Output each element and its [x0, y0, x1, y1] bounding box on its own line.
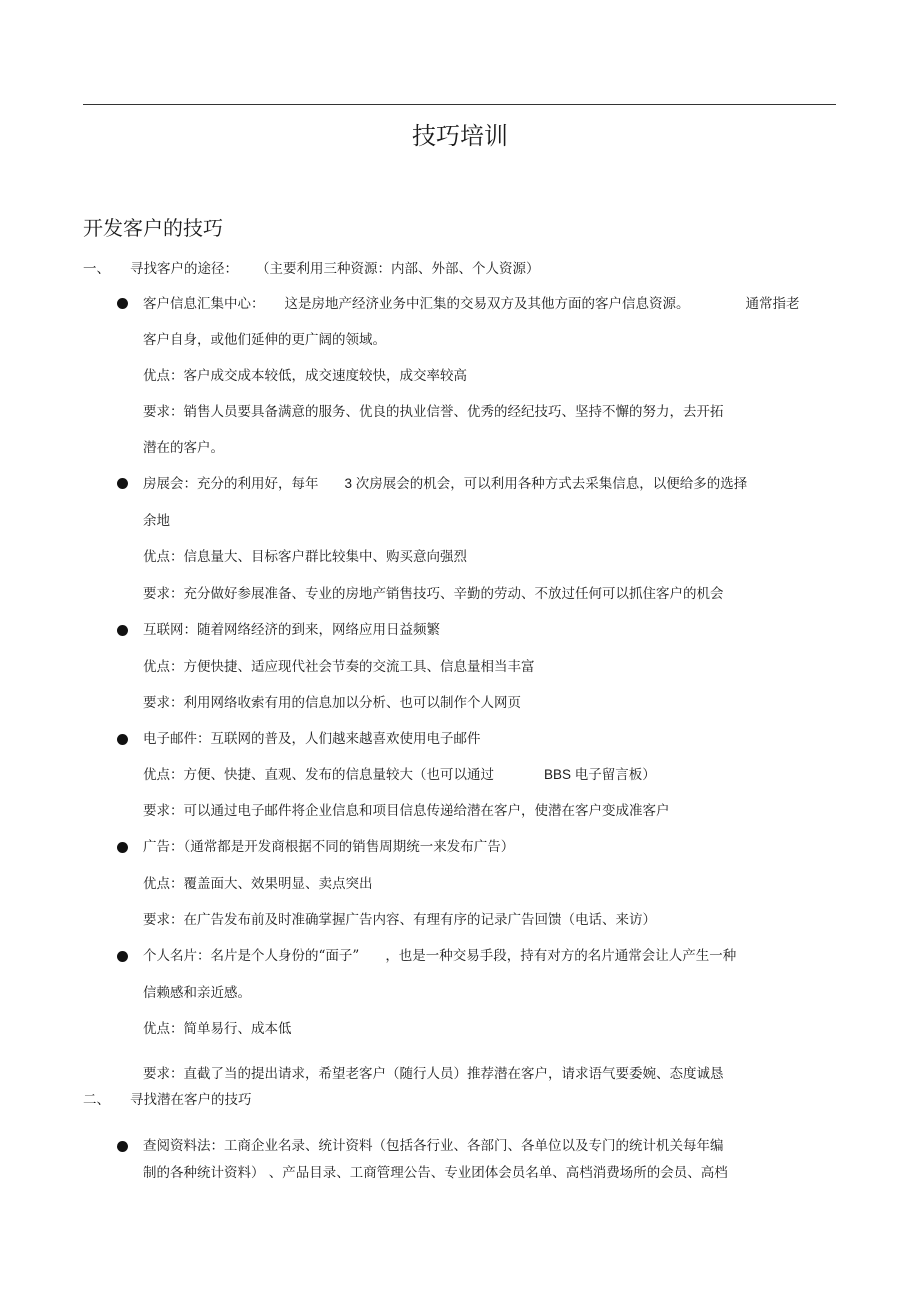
- item3-adv: 优点：方便快捷、适应现代社会节奏的交流工具、信息量相当丰富: [143, 659, 535, 675]
- item1-cont: 客户自身，或他们延伸的更广阔的领域。: [143, 332, 386, 348]
- part2-title: 寻找潜在客户的技巧: [130, 1092, 252, 1108]
- item1-line: [143, 295, 800, 313]
- part2-heading: [83, 1091, 252, 1109]
- item2-line: [143, 475, 747, 493]
- item1-req1: 要求：销售人员要具备满意的服务、优良的执业信誉、优秀的经纪技巧、坚持不懈的努力，去开拓: [143, 404, 724, 420]
- part1-title: 寻找客户的途径：: [130, 261, 238, 277]
- bullet-icon: [117, 842, 128, 853]
- item5-req: 要求：在广告发布前及时准确掌握广告内容、有理有序的记录广告回馈（电话、来访）: [143, 912, 656, 928]
- part2-item1-line2: 制的各种统计资料） 、产品目录、工商管理公告、专业团体会员名单、高档消费场所的会员、高档: [143, 1165, 728, 1181]
- item1-label: 客户信息汇集中心：: [143, 296, 265, 312]
- item6-line: [143, 947, 736, 965]
- item6-line-b: ，也是一种交易手段，持有对方的名片通常会让人产生一种: [385, 948, 737, 964]
- item4-adv-b: BBS 电子留言板）: [544, 767, 656, 782]
- item3-line: 互联网：随着网络经济的到来，网络应用日益频繁: [143, 622, 440, 638]
- part2-item1-line1: 查阅资料法：工商企业名录、统计资料（包括各行业、各部门、各单位以及专门的统计机关每年编: [143, 1138, 724, 1154]
- item1-req2: 潜在的客户。: [143, 440, 224, 456]
- part2-number: 二、: [83, 1092, 110, 1108]
- item2-line-a: 房展会：充分的利用好，每年: [143, 476, 319, 492]
- header-rule: [83, 104, 836, 105]
- part1-number: 一、: [83, 261, 110, 277]
- item1-adv: 优点：客户成交成本较低，成交速度较快，成交率较高: [143, 368, 467, 384]
- page-title: 技巧培训: [412, 122, 508, 150]
- item6-req: 要求：直截了当的提出请求，希望老客户（随行人员）推荐潜在客户，请求语气要委婉、态度诚恳: [143, 1066, 724, 1082]
- item4-adv-a: 优点：方便、快捷、直观、发布的信息量较大（也可以通过: [143, 767, 494, 783]
- item2-adv: 优点：信息量大、目标客户群比较集中、购买意向强烈: [143, 549, 467, 565]
- item5-adv: 优点：覆盖面大、效果明显、卖点突出: [143, 876, 373, 892]
- item4-req: 要求：可以通过电子邮件将企业信息和项目信息传递给潜在客户，使潜在客户变成准客户: [143, 803, 670, 819]
- bullet-icon: [117, 625, 128, 636]
- item6-adv: 优点：简单易行、成本低: [143, 1021, 292, 1037]
- item2-cont: 余地: [143, 513, 170, 529]
- item6-line-a: 个人名片：名片是个人身份的“面子”: [143, 948, 360, 964]
- part1-note: （主要利用三种资源：内部、外部、个人资源）: [256, 261, 540, 277]
- item2-line-b: 3 次房展会的机会，可以利用各种方式去采集信息，以便给多的选择: [344, 476, 748, 491]
- part1-heading: [83, 260, 540, 278]
- bullet-icon: [117, 734, 128, 745]
- item3-req: 要求：利用网络收索有用的信息加以分析、也可以制作个人网页: [143, 695, 521, 711]
- item5-line: 广告：（通常都是开发商根据不同的销售周期统一来发布广告）: [143, 839, 515, 855]
- item4-adv: [143, 766, 656, 784]
- bullet-icon: [117, 478, 128, 489]
- bullet-icon: [117, 298, 128, 309]
- item6-cont: 信赖感和亲近感。: [143, 985, 251, 1001]
- item4-line: 电子邮件：互联网的普及，人们越来越喜欢使用电子邮件: [143, 731, 481, 747]
- item2-req: 要求：充分做好参展准备、专业的房地产销售技巧、辛勤的劳动、不放过任何可以抓住客户的机会: [143, 586, 724, 602]
- bullet-icon: [117, 951, 128, 962]
- item1-text-a: 这是房地产经济业务中汇集的交易双方及其他方面的客户信息资源。: [284, 296, 690, 312]
- item1-text-b: 通常指老: [745, 296, 800, 312]
- bullet-icon: [117, 1141, 128, 1152]
- section-heading: 开发客户的技巧: [83, 216, 223, 240]
